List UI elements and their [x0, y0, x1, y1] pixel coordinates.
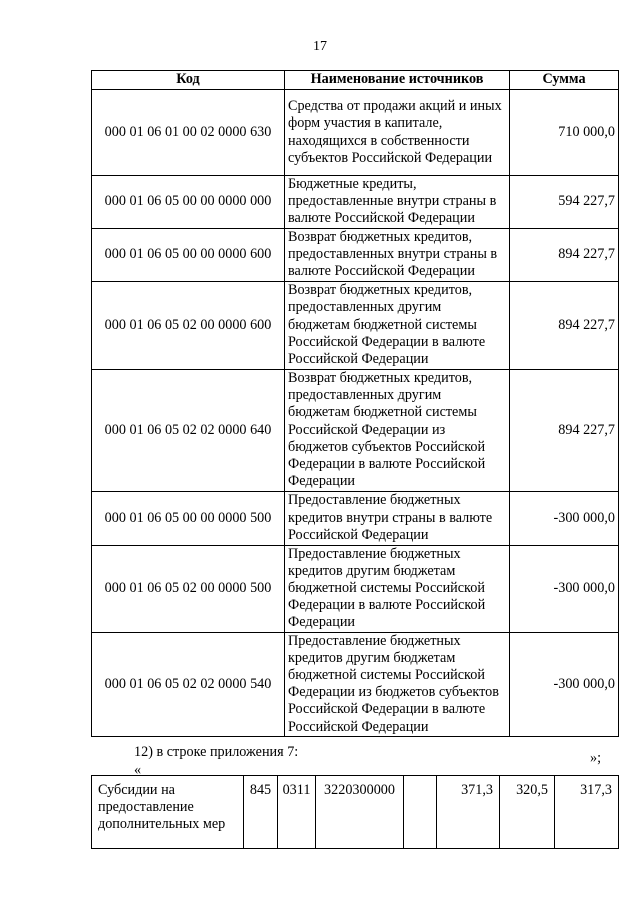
table-row — [92, 776, 619, 849]
table-row — [92, 281, 619, 369]
subsidy-expense-type — [404, 776, 437, 849]
sources-table — [91, 70, 619, 737]
row-sum: 894 227,7 — [510, 281, 619, 369]
subsidy-sum-2: 320,5 — [500, 776, 555, 849]
row-code: 000 01 06 05 02 00 0000 600 — [92, 281, 285, 369]
header-code: Код — [92, 71, 285, 90]
table-row — [92, 176, 619, 229]
row-name: Возврат бюджетных кредитов, предоставленных внутри страны в валюте Российской Федерации — [285, 228, 510, 281]
row-code: 000 01 06 05 00 00 0000 500 — [92, 491, 285, 545]
amendment-item-text: 12) в строке приложения 7: — [134, 744, 299, 760]
row-code: 000 01 06 05 00 00 0000 000 — [92, 176, 285, 229]
subsidy-name: Субсидии на предоставление дополнительных мер — [92, 776, 244, 849]
row-code: 000 01 06 05 02 00 0000 500 — [92, 545, 285, 632]
subsidy-sum-3: 317,3 — [555, 776, 619, 849]
table-header-row — [92, 71, 619, 90]
row-code: 000 01 06 05 02 02 0000 540 — [92, 632, 285, 736]
row-sum: 894 227,7 — [510, 228, 619, 281]
header-sum: Сумма — [510, 71, 619, 90]
page-number: 17 — [313, 39, 327, 54]
table-row — [92, 545, 619, 632]
row-code: 000 01 06 05 00 00 0000 600 — [92, 228, 285, 281]
subsidy-ministry-code: 845 — [244, 776, 278, 849]
table-row — [92, 228, 619, 281]
table-row — [92, 632, 619, 736]
row-name: Предоставление бюджетных кредитов другим бюджетам бюджетной системы Российской Федерации в валюте Российской Федерации — [285, 545, 510, 632]
row-sum: 894 227,7 — [510, 369, 619, 491]
table-row — [92, 491, 619, 545]
row-sum: -300 000,0 — [510, 491, 619, 545]
row-name: Средства от продажи акций и иных форм участия в капитале, находящихся в собственности субъектов Российской Федерации — [285, 90, 510, 176]
closing-quote: »; — [590, 750, 602, 766]
row-sum: 594 227,7 — [510, 176, 619, 229]
header-name: Наименование источников — [285, 71, 510, 90]
subsidy-table — [91, 775, 619, 849]
row-name: Предоставление бюджетных кредитов внутри страны в валюте Российской Федерации — [285, 491, 510, 545]
table-row — [92, 90, 619, 176]
subsidy-sum-1: 371,3 — [437, 776, 500, 849]
row-code: 000 01 06 01 00 02 0000 630 — [92, 90, 285, 176]
row-name: Предоставление бюджетных кредитов другим бюджетам бюджетной системы Российской Федерации из бюджетов субъектов Российской Федерации в валюте Российской Федерации — [285, 632, 510, 736]
row-sum: -300 000,0 — [510, 545, 619, 632]
row-name: Бюджетные кредиты, предоставленные внутри страны в валюте Российской Федерации — [285, 176, 510, 229]
subsidy-target-code: 3220300000 — [316, 776, 404, 849]
table-row — [92, 369, 619, 491]
opening-quote: « — [134, 762, 142, 778]
row-sum: -300 000,0 — [510, 632, 619, 736]
row-code: 000 01 06 05 02 02 0000 640 — [92, 369, 285, 491]
row-name: Возврат бюджетных кредитов, предоставленных другим бюджетам бюджетной системы Российской Федерации в валюте Российской Федерации — [285, 281, 510, 369]
row-name: Возврат бюджетных кредитов, предоставленных другим бюджетам бюджетной системы Российской Федерации из бюджетов субъектов Российской Федерации в валюте Российской Федерации — [285, 369, 510, 491]
subsidy-section-code: 0311 — [278, 776, 316, 849]
row-sum: 710 000,0 — [510, 90, 619, 176]
